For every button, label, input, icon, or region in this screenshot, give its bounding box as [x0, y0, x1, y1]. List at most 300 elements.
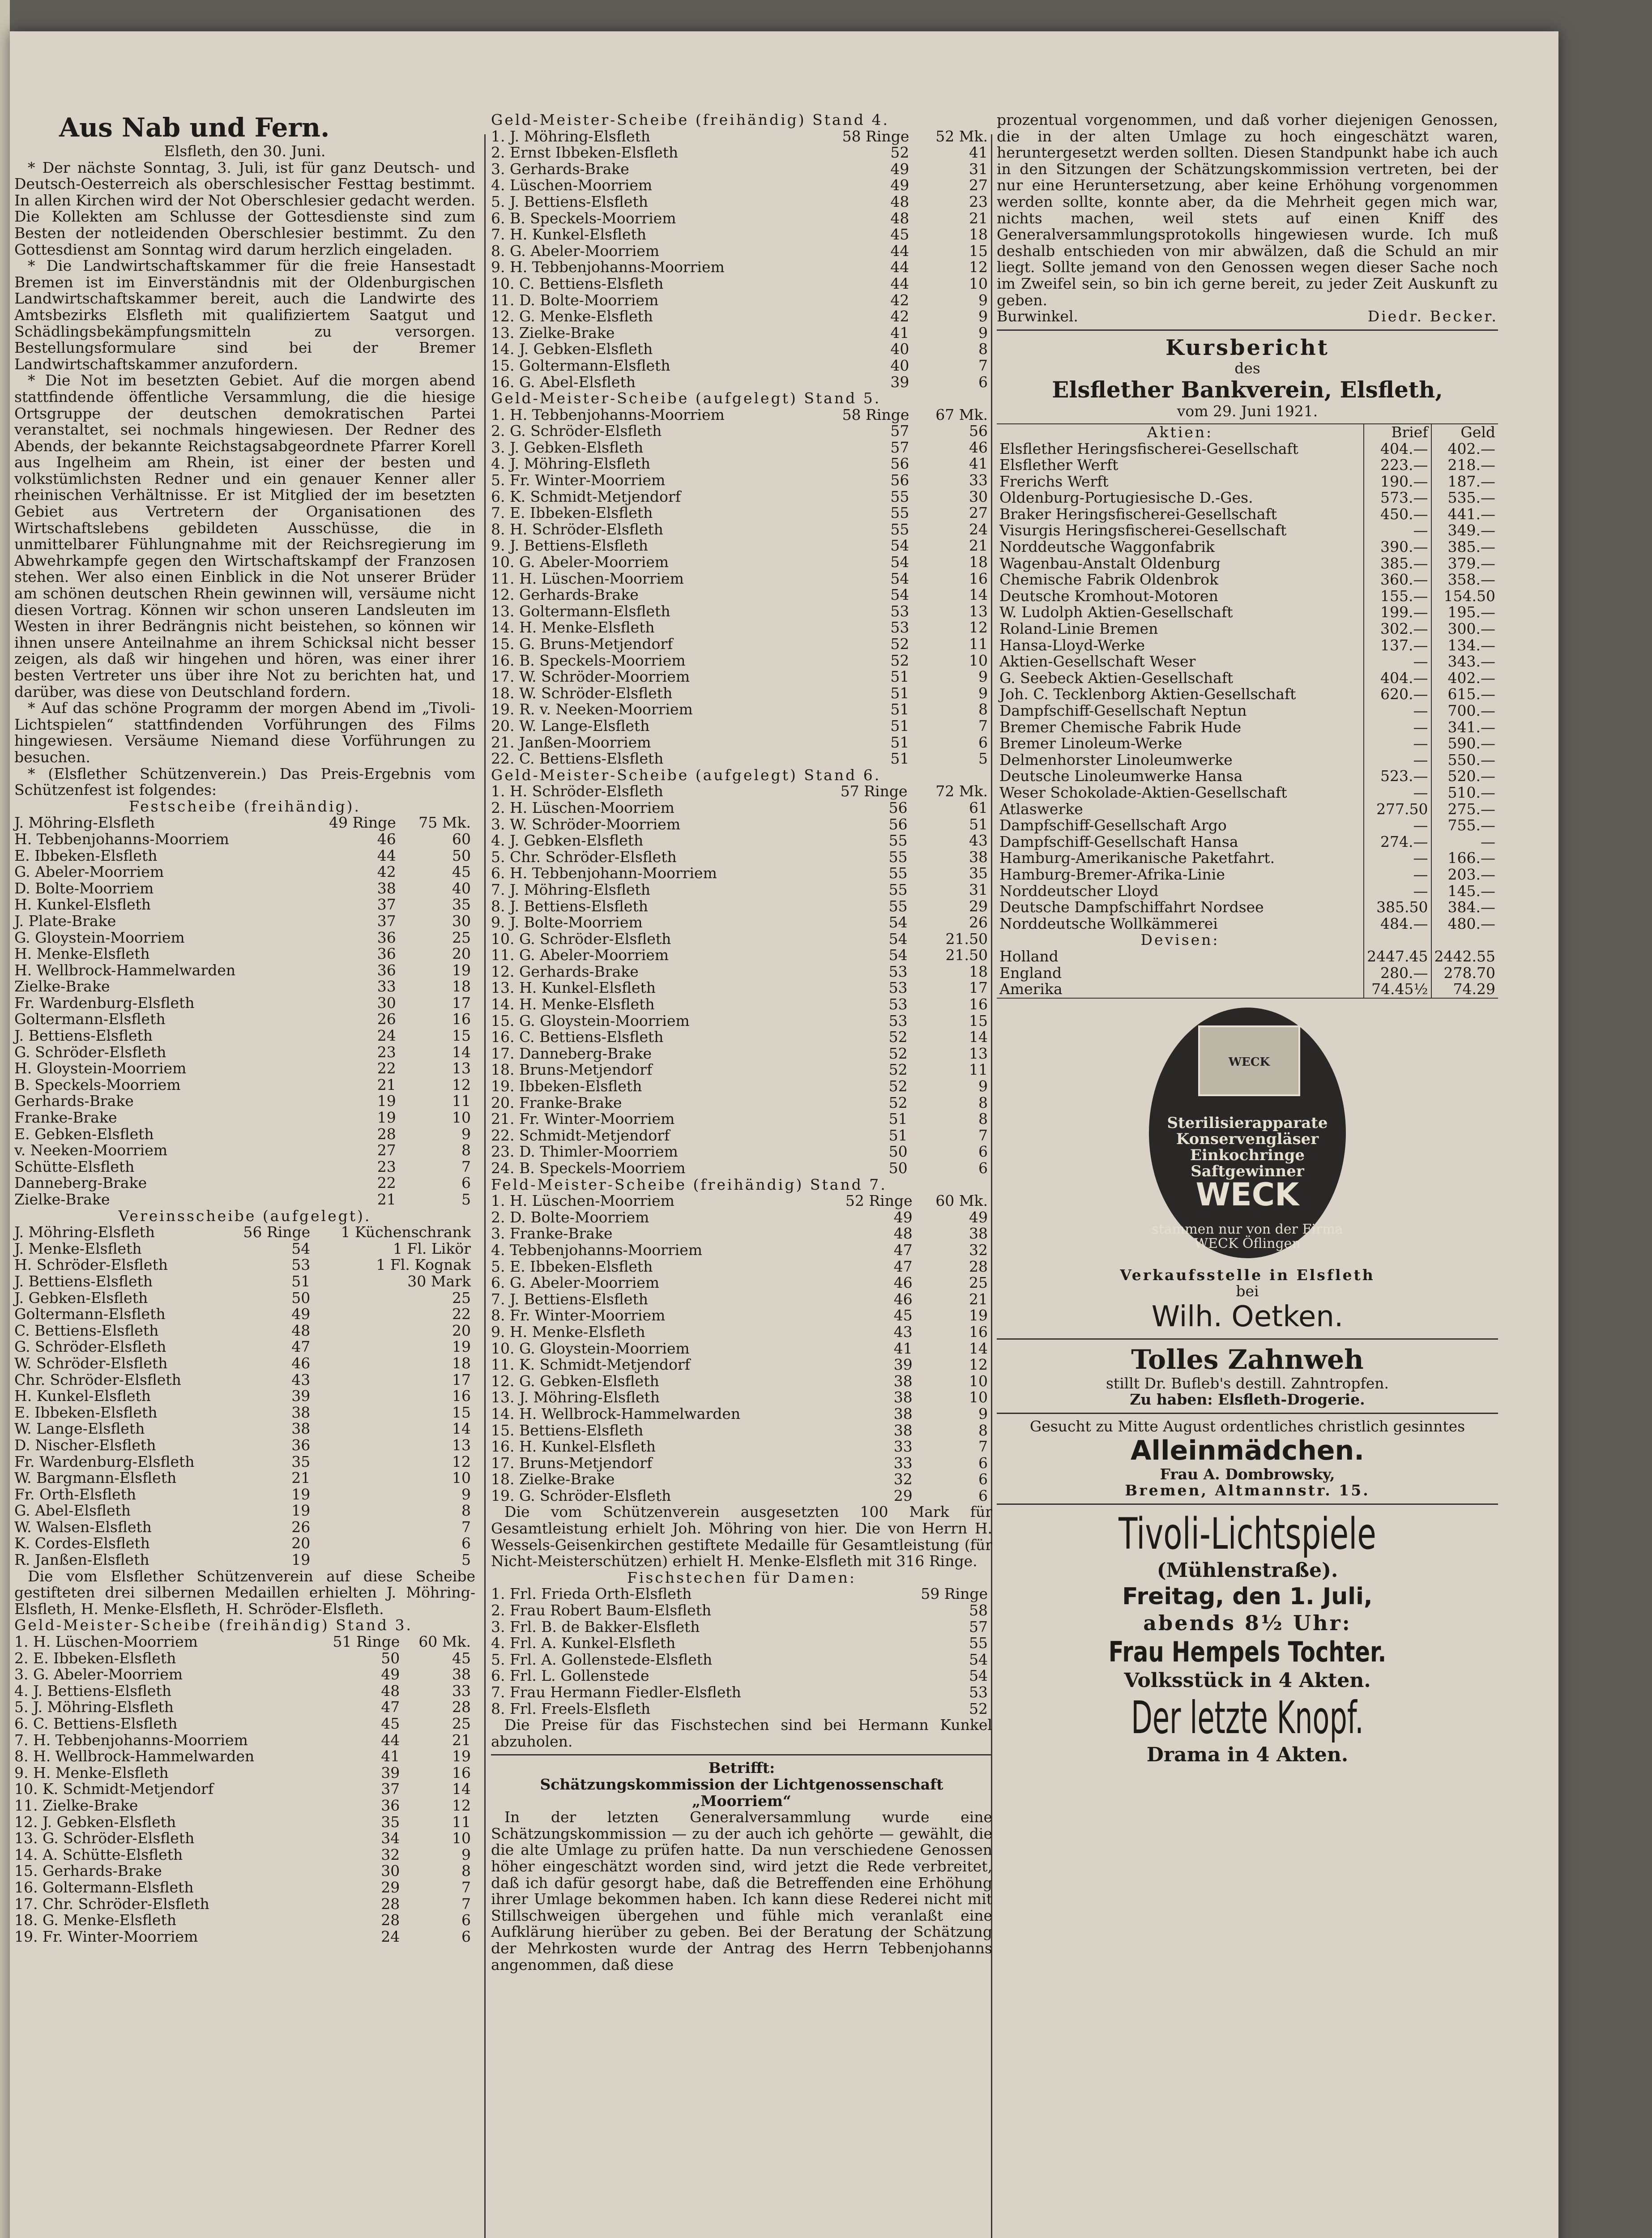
result-name: J. Möhring-Elsfleth: [14, 814, 155, 832]
result-name: 12. Gerhards-Brake: [491, 962, 639, 980]
kurs-name: Chemische Fabrik Oldenbrok: [997, 572, 1364, 588]
result-row: [491, 685, 992, 702]
result-row: [491, 407, 992, 423]
result-prize: 30 Mark: [407, 1272, 471, 1290]
result-name: 3. Frl. B. de Bakker-Elsfleth: [491, 1618, 700, 1636]
result-row: [491, 1357, 992, 1373]
kurs-name: Aktien-Gesellschaft Weser: [997, 653, 1364, 670]
result-rings: 57: [890, 422, 909, 440]
kurs-brief: 302.—: [1364, 621, 1431, 637]
result-name: 18. Zielke-Brake: [491, 1470, 615, 1488]
result-name: Zielke-Brake: [14, 1191, 110, 1208]
article-landwirtschaft: * Die Landwirtschaftskammer für die freie Hansestadt Bremen ist im Einverständnis mit der Oldenburgischen Landwirtschaftskammer bereit, auch die Landwirte des Amtsbezirks Elsfleth mit qualifiziertem Saatgut und Schädlingsbekämpfungsmitteln zu versorgen. Bestellungsformulare sind bei der Bremer Landwirtschaftskammer anzufordern.: [14, 257, 475, 373]
result-rings: 29: [381, 1878, 400, 1896]
result-prize: 38: [969, 1225, 988, 1243]
gms4-table: [491, 128, 992, 391]
result-name: H. Gloystein-Moorriem: [14, 1059, 187, 1077]
result-row: [14, 1650, 475, 1667]
result-prize: 17: [452, 1371, 471, 1388]
article-tivoli: * Auf das schöne Programm der morgen Abend im „Tivoli-Lichtspielen“ stattfindenden Vorführungen des Films hingewiesen. Versäume Niemand diese Vorführungen zu besuchen.: [14, 699, 475, 766]
result-row: [14, 1355, 475, 1372]
result-name: 7. H. Tebbenjohanns-Moorriem: [14, 1731, 248, 1749]
result-row: [14, 1896, 475, 1913]
result-name: 3. Gerhards-Brake: [491, 160, 629, 178]
result-name: 20. Franke-Brake: [491, 1093, 622, 1111]
kurs-name: Norddeutscher Lloyd: [997, 883, 1364, 900]
result-name: Goltermann-Elsfleth: [14, 1010, 166, 1028]
kurs-geld: 187.—: [1447, 472, 1495, 490]
result-row: [491, 1422, 992, 1439]
result-prize: 45: [452, 1649, 471, 1667]
ad-film1-sub: Volksstück in 4 Akten.: [1124, 1669, 1371, 1692]
result-rings: 49: [381, 1666, 400, 1683]
kurs-aktien-label: Aktien:: [997, 424, 1364, 441]
result-prize: 18: [452, 1354, 471, 1372]
result-rings: 44: [890, 258, 909, 276]
kurs-geld: 341.—: [1447, 718, 1495, 736]
kurs-geld: 700.—: [1447, 702, 1495, 719]
result-row: [14, 1110, 475, 1126]
result-rings: 54: [890, 569, 909, 587]
result-name: Fr. Wardenburg-Elsfleth: [14, 1452, 195, 1470]
result-prize: 12: [969, 258, 988, 276]
result-prize: 8: [461, 1141, 471, 1159]
kurs-name: Elsflether Werft: [997, 457, 1364, 474]
result-rings: 24: [381, 1927, 400, 1945]
result-row: [14, 1241, 475, 1257]
result-row: [14, 1699, 475, 1716]
dateline: Elsfleth, den 30. Juni.: [164, 142, 326, 160]
result-rings: 50: [888, 1159, 908, 1177]
result-rings: 37: [377, 912, 396, 930]
ad-bei: bei: [1236, 1282, 1259, 1300]
result-name: 5. Chr. Schröder-Elsfleth: [491, 848, 677, 866]
kurs-brief: 404.—: [1364, 441, 1431, 457]
result-prize: 35: [969, 864, 988, 882]
result-prize: 10: [969, 1388, 988, 1406]
result-rings: 52: [890, 635, 909, 653]
result-name: 5. J. Möhring-Elsfleth: [14, 1698, 174, 1716]
column-2: [491, 112, 992, 1973]
result-name: 24. B. Speckels-Moorriem: [491, 1159, 686, 1177]
ad-film2: Der letzte Knopf.: [1131, 1691, 1364, 1744]
result-rings: 19: [291, 1551, 311, 1569]
kurs-name: Joh. C. Tecklenborg Aktien-Gesellschaft: [997, 686, 1364, 703]
result-prize: 9: [978, 668, 988, 686]
result-row: [491, 1259, 992, 1275]
result-prize: 12: [452, 1796, 471, 1814]
result-row: [491, 440, 992, 456]
result-name: J. Menke-Elsfleth: [14, 1239, 142, 1257]
signature-line: [997, 308, 1498, 325]
kurs-col-geld: Geld: [1460, 423, 1495, 441]
kurs-name: Dampfschiff-Gesellschaft Neptun: [997, 703, 1364, 719]
result-prize: 8: [978, 340, 988, 358]
result-row: [491, 1701, 992, 1717]
result-rings: 52 Ringe: [845, 1192, 913, 1210]
result-name: C. Bettiens-Elsfleth: [14, 1321, 159, 1339]
kurs-row: [997, 686, 1498, 703]
result-prize: 9: [978, 684, 988, 702]
kurs-brief: 277.50: [1364, 801, 1431, 818]
result-row: [14, 897, 475, 913]
result-row: [491, 849, 992, 866]
kurs-brief: 385.50: [1364, 899, 1431, 916]
result-prize: 12: [969, 1356, 988, 1374]
result-row: [491, 505, 992, 521]
result-rings: 43: [291, 1371, 311, 1388]
result-rings: 56: [888, 815, 908, 833]
kurs-row: [997, 752, 1498, 769]
result-row: [491, 1652, 992, 1668]
kurs-brief: —: [1364, 867, 1431, 883]
result-row: [14, 1847, 475, 1863]
result-name: 13. Goltermann-Elsfleth: [491, 602, 670, 620]
kurs-geld: 615.—: [1447, 685, 1495, 703]
result-rings: 55: [888, 848, 908, 866]
gms7-table: [491, 1193, 992, 1504]
result-row: [491, 751, 992, 767]
kurs-row: [997, 785, 1498, 801]
kurs-name: Deutsche Kromhout-Motoren: [997, 588, 1364, 605]
result-prize: 21: [969, 1290, 988, 1308]
result-prize: 18: [452, 978, 471, 995]
kurs-name: Dampfschiff-Gesellschaft Hansa: [997, 834, 1364, 850]
result-name: H. Schröder-Elsfleth: [14, 1256, 168, 1274]
result-prize: 45: [452, 863, 471, 881]
result-rings: 46: [291, 1354, 311, 1372]
result-name: 10. G. Schröder-Elsfleth: [491, 930, 671, 948]
result-prize: 60 Mk.: [418, 1633, 471, 1651]
article-not-besetzt: * Die Not im besetzten Gebiet. Auf die morgen abend stattfindende öffentliche Versammlung, die die hiesige Ortsgruppe der deutschen demokratischen Partei veranstaltet, sei nochmals hingewiesen. Der Redner des Abends, der bekannte Reichstagsabgeordnete Pfarrer Korell aus Ingelheim am Rhein, ist einer der besten und volkstümlichsten Redner und ein genauer Kenner aller rheinischen Verhältnisse. Er ist Mitglied der im besetzten Gebiet aus Vertretern der Organisationen des Wirtschaftslebens gebildeten Ausschüsse, die in unmittelbarer Fühlungnahme mit der Reichsregierung im Abwehrkampfe gegen den Wirtschaftskampf der Franzosen stehen. Wer also einen Einblick in die Not unserer Brüder am schönen deutschen Rhein gewinnen will, versäume nicht diesen Vortrag. Können wir schon unseren Landsleuten im Westen in ihrer Bedrängnis nicht beistehen, so können wir ihnen unsere Anteilnahme an ihrem Schicksal nicht besser zeigen, als daß wir hingehen und hören, was einer ihrer besten Vertreter uns über ihre Not zu berichten hat, und darüber, was diese von Deutschland fordern.: [14, 372, 475, 700]
result-row: [491, 701, 992, 718]
kurs-geld: 379.—: [1447, 554, 1495, 572]
result-prize: 14: [969, 586, 988, 604]
result-name: W. Walsen-Elsfleth: [14, 1518, 152, 1536]
result-row: [491, 669, 992, 685]
result-row: [14, 1765, 475, 1781]
result-rings: 51 Ringe: [333, 1633, 400, 1651]
kurs-name: Weser Schokolade-Aktien-Gesellschaft: [997, 785, 1364, 801]
result-row: [491, 783, 992, 800]
result-prize: 51: [969, 815, 988, 833]
result-row: [491, 521, 992, 538]
result-rings: 44: [377, 846, 396, 864]
kurs-brief: —: [1364, 653, 1431, 670]
result-row: [491, 1242, 992, 1259]
result-name: 1. H. Schröder-Elsfleth: [491, 782, 663, 800]
result-rings: 30: [381, 1862, 400, 1880]
result-rings: 49: [890, 160, 909, 178]
result-row: [491, 735, 992, 751]
result-rings: 38: [893, 1388, 913, 1406]
kurs-brief: 223.—: [1364, 457, 1431, 474]
result-rings: 38: [893, 1421, 913, 1439]
result-prize: 27: [969, 504, 988, 522]
result-prize: 11: [452, 1813, 471, 1831]
result-name: 16. B. Speckels-Moorriem: [491, 651, 686, 669]
kurs-geld: 195.—: [1447, 603, 1495, 621]
kurs-row: [997, 441, 1498, 457]
schuetzen-title: * (Elsflether Schützenverein.) Das Preis-Ergebnis vom Schützenfest ist folgendes:: [14, 765, 475, 799]
kurs-row: [997, 817, 1498, 834]
result-rings: 51: [888, 1126, 908, 1144]
result-name: D. Bolte-Moorriem: [14, 879, 154, 897]
result-row: [491, 980, 992, 996]
result-row: [491, 259, 992, 276]
result-name: 19. G. Schröder-Elsfleth: [491, 1486, 671, 1504]
result-row: [14, 1060, 475, 1077]
result-prize: 7: [461, 1878, 471, 1896]
result-rings: 55: [888, 897, 908, 915]
result-name: 6. H. Tebbenjohann-Moorriem: [491, 864, 717, 882]
kurs-brief: 385.—: [1364, 555, 1431, 572]
result-name: 21. Fr. Winter-Moorriem: [491, 1110, 675, 1128]
kurs-geld: 349.—: [1447, 521, 1495, 539]
result-rings: 53: [888, 1012, 908, 1029]
result-prize: 6: [978, 1159, 988, 1177]
result-name: 15. Gerhards-Brake: [14, 1862, 162, 1880]
result-name: K. Cordes-Elsfleth: [14, 1534, 150, 1552]
kurs-geld: 550.—: [1447, 751, 1495, 769]
result-rings: 41: [893, 1339, 913, 1357]
result-prize: 7: [978, 1126, 988, 1144]
kurs-brief: 155.—: [1364, 588, 1431, 605]
result-name: 5. Fr. Winter-Moorriem: [491, 471, 666, 489]
result-rings: 51: [890, 750, 909, 768]
result-prize: 21.50: [945, 946, 988, 964]
result-prize: 12: [452, 1452, 471, 1470]
result-prize: 72 Mk.: [935, 782, 988, 800]
result-name: Schütte-Elsfleth: [14, 1157, 135, 1175]
result-rings: 57: [890, 438, 909, 456]
result-rings: 49: [890, 176, 909, 194]
result-name: 6. G. Abeler-Moorriem: [491, 1274, 660, 1292]
result-name: 11. K. Schmidt-Metjendorf: [491, 1356, 690, 1374]
result-rings: 45: [381, 1715, 400, 1732]
kurs-geld: 402.—: [1447, 440, 1495, 457]
result-name: 1. H. Lüschen-Moorriem: [14, 1633, 198, 1651]
result-prize: 14: [969, 1028, 988, 1046]
result-prize: 10: [969, 1372, 988, 1390]
result-name: 19. R. v. Neeken-Moorriem: [491, 700, 693, 718]
result-row: [14, 1257, 475, 1273]
result-row: [491, 1586, 992, 1602]
result-rings: 36: [377, 928, 396, 946]
kurs-row: [997, 735, 1498, 752]
result-name: 4. Lüschen-Moorriem: [491, 176, 653, 194]
result-row: [491, 456, 992, 472]
result-row: [14, 1519, 475, 1536]
result-prize: 21: [452, 1731, 471, 1749]
result-prize: 25: [452, 1715, 471, 1732]
result-rings: 57 Ringe: [840, 782, 908, 800]
result-rings: 51: [890, 668, 909, 686]
kurs-row: [997, 981, 1498, 998]
kurs-row: [997, 899, 1498, 916]
kurs-geld: 510.—: [1447, 783, 1495, 801]
result-rings: 23: [377, 1043, 396, 1061]
result-rings: 33: [893, 1438, 913, 1456]
result-name: 3. W. Schröder-Moorriem: [491, 815, 681, 833]
kurs-table: [997, 423, 1498, 999]
result-rings: 55: [890, 520, 909, 538]
result-row: [14, 1929, 475, 1945]
kurs-geld: 385.—: [1447, 538, 1495, 556]
result-prize: 60 Mk.: [935, 1192, 988, 1210]
result-prize: 60: [452, 830, 471, 848]
result-prize: 19: [452, 1338, 471, 1356]
result-prize: 9: [978, 291, 988, 309]
result-prize: 17: [969, 979, 988, 997]
kurs-brief: —: [1364, 703, 1431, 719]
result-name: 8. G. Abeler-Moorriem: [491, 242, 660, 260]
result-row: [491, 472, 992, 489]
result-prize: 33: [452, 1682, 471, 1700]
result-name: 7. J. Bettiens-Elsfleth: [491, 1290, 648, 1308]
result-name: 18. Bruns-Metjendorf: [491, 1061, 653, 1079]
result-rings: 54: [969, 1650, 988, 1668]
kurs-name: Delmenhorster Linoleumwerke: [997, 752, 1364, 769]
result-name: 17. W. Schröder-Moorriem: [491, 668, 690, 686]
result-prize: 40: [452, 879, 471, 897]
result-rings: 19: [377, 1109, 396, 1127]
gms5-table: [491, 407, 992, 767]
result-row: [14, 1323, 475, 1339]
kurs-geld: —: [1481, 833, 1495, 850]
result-rings: 51: [890, 684, 909, 702]
result-prize: 15: [452, 1403, 471, 1421]
result-row: [491, 1373, 992, 1390]
result-prize: 38: [452, 1666, 471, 1683]
kurs-row: [997, 719, 1498, 736]
result-name: 1. H. Tebbenjohanns-Moorriem: [491, 406, 725, 423]
kurs-geld: 145.—: [1447, 882, 1495, 900]
kurs-brief: 280.—: [1364, 965, 1431, 982]
result-row: [14, 1011, 475, 1028]
result-prize: 6: [978, 1143, 988, 1161]
result-prize: 16: [452, 1387, 471, 1405]
result-rings: 48: [381, 1682, 400, 1700]
kurs-brief: —: [1364, 735, 1431, 752]
gms6-table: [491, 783, 992, 1176]
signature-left: Burwinkel.: [997, 308, 1078, 325]
betrifft-continued: prozentual vorgenommen, und daß vorher diejenigen Genossen, die in der alten Umlage zu hoch eingeschätzt waren, heruntergesetzt werden sollten. Diesen Standpunkt habe ich auch in den Sitzungen der Schätzungskommission vertreten, bei der nur eine Heruntersetzung, aber keine Erhöhung vorgenommen werden sollte, konnte aber, da die Mehrheit gegen mich war, nichts machen, weil stets auf einen Kniff des Generalversammlungsprotokolls hingewiesen wurde. Ich muß deshalb entschieden von mir abwälzen, daß die Schuld an mir liegt. Sollte jemand von den Genossen wegen dieser Sache noch im Zweifel sein, so bin ich gerne bereit, zu jeder Zeit Auskunft zu geben.: [997, 111, 1498, 309]
result-rings: 32: [381, 1845, 400, 1863]
result-prize: 18: [969, 226, 988, 243]
result-name: 22. Schmidt-Metjendorf: [491, 1126, 670, 1144]
result-name: B. Speckels-Moorriem: [14, 1076, 181, 1093]
result-row: [491, 341, 992, 358]
kurs-row: [997, 670, 1498, 687]
result-rings: 21: [377, 1191, 396, 1208]
result-row: [14, 1454, 475, 1470]
result-rings: 54: [890, 537, 909, 555]
ad-zahnweh: [997, 1344, 1498, 1408]
result-rings: 47: [381, 1698, 400, 1716]
result-row: [14, 930, 475, 946]
result-name: 11. D. Bolte-Moorriem: [491, 291, 659, 309]
result-rings: 38: [291, 1403, 311, 1421]
result-prize: 5: [978, 750, 988, 768]
result-row: [14, 978, 475, 995]
result-prize: 7: [461, 1157, 471, 1175]
result-prize: 25: [969, 1274, 988, 1292]
result-rings: 39: [890, 373, 909, 391]
kurs-row: [997, 867, 1498, 883]
result-name: H. Kunkel-Elsfleth: [14, 896, 151, 914]
kurs-brief: —: [1364, 850, 1431, 867]
divider: [997, 1413, 1498, 1414]
damen-table: [491, 1586, 992, 1717]
result-row: [491, 587, 992, 603]
ad-tivoli: [997, 1509, 1498, 1767]
result-rings: 50: [888, 1143, 908, 1161]
ad-gesucht: Gesucht zu Mitte August ordentliches christlich gesinntes: [1029, 1418, 1465, 1435]
result-prize: 12: [969, 619, 988, 636]
kurs-geld: 74.29: [1453, 980, 1495, 998]
result-name: G. Schröder-Elsfleth: [14, 1043, 166, 1061]
result-rings: 38: [893, 1372, 913, 1390]
result-prize: 22: [452, 1305, 471, 1323]
result-name: H. Wellbrock-Hammelwarden: [14, 961, 236, 979]
result-rings: 54: [291, 1239, 311, 1257]
result-prize: 5: [461, 1551, 471, 1569]
result-row: [14, 1126, 475, 1143]
result-rings: 48: [890, 209, 909, 227]
result-rings: 56: [890, 455, 909, 473]
result-prize: 10: [452, 1469, 471, 1487]
kurs-brief: 573.—: [1364, 490, 1431, 506]
result-name: 2. Frau Robert Baum-Elsfleth: [491, 1602, 712, 1619]
gms3-table: [14, 1634, 475, 1945]
result-name: 7. J. Möhring-Elsfleth: [491, 880, 651, 898]
result-rings: 55: [969, 1634, 988, 1652]
result-name: 8. J. Bettiens-Elsfleth: [491, 897, 648, 915]
result-name: 8. H. Wellbrock-Hammelwarden: [14, 1747, 255, 1765]
kurs-name: Dampfschiff-Gesellschaft Argo: [997, 817, 1364, 834]
result-name: 10. K. Schmidt-Metjendorf: [14, 1780, 213, 1798]
result-row: [491, 1635, 992, 1652]
result-rings: 59 Ringe: [921, 1585, 988, 1603]
result-row: [491, 1013, 992, 1029]
kurs-row: [997, 522, 1498, 539]
result-prize: 16: [969, 995, 988, 1013]
result-prize: 9: [978, 308, 988, 325]
result-prize: 43: [969, 832, 988, 850]
kurs-row: [997, 490, 1498, 506]
result-row: [491, 308, 992, 325]
weck-products: Sterilisierapparate Konservengläser Einkochringe Saftgewinner: [1167, 1114, 1328, 1180]
result-row: [491, 1193, 992, 1209]
result-row: [491, 603, 992, 620]
result-prize: 8: [461, 1502, 471, 1520]
result-rings: 28: [381, 1895, 400, 1913]
result-prize: 14: [452, 1420, 471, 1438]
result-name: G. Abeler-Moorriem: [14, 863, 164, 881]
kurs-geld: 520.—: [1447, 767, 1495, 785]
result-name: 21. Janßen-Moorriem: [491, 733, 651, 751]
damen-title: Fischstechen für Damen:: [627, 1568, 856, 1586]
result-name: 7. H. Kunkel-Elsfleth: [491, 226, 647, 243]
kurs-name: G. Seebeck Aktien-Gesellschaft: [997, 670, 1364, 687]
result-row: [491, 619, 992, 636]
result-rings: 38: [893, 1405, 913, 1422]
result-row: [14, 1388, 475, 1405]
result-name: 6. Frl. L. Gollenstede: [491, 1667, 649, 1685]
result-name: E. Gebken-Elsfleth: [14, 1125, 154, 1143]
result-name: 3. Franke-Brake: [491, 1225, 613, 1243]
